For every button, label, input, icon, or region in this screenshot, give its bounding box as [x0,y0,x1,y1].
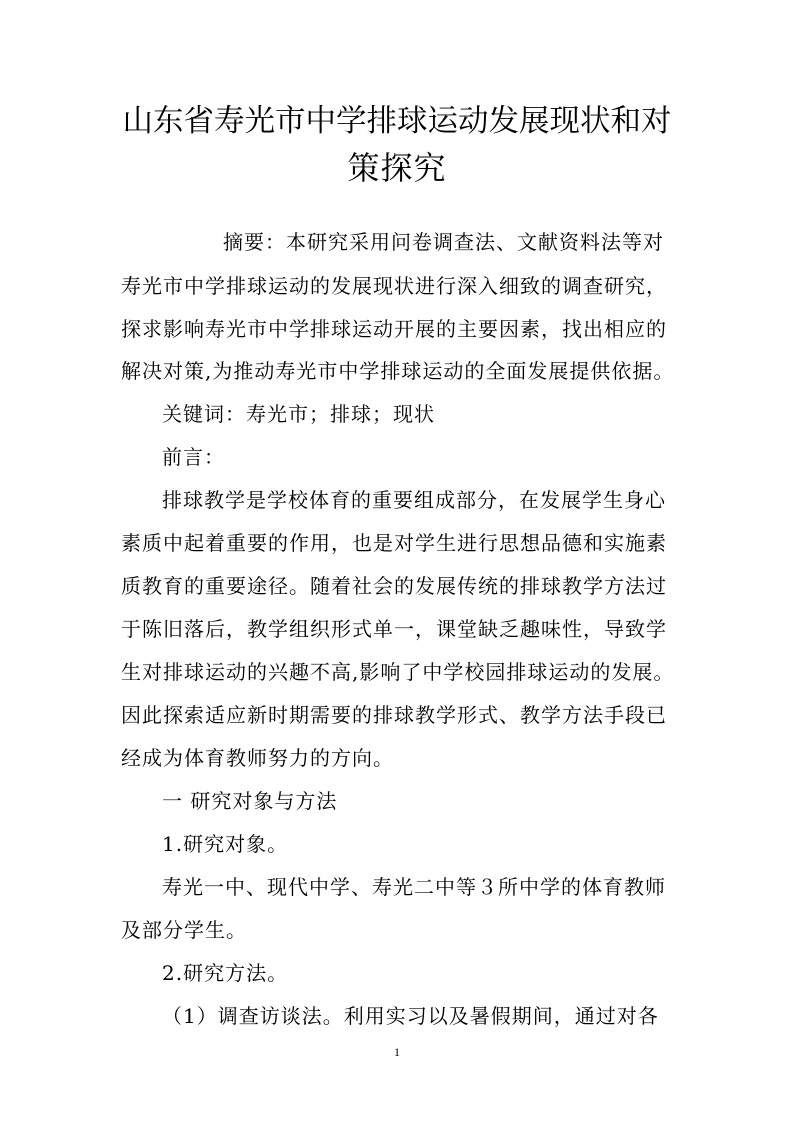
abstract-line-4: 解决对策,为推动寿光市中学排球运动的全面发展提供依据。 [121,359,675,383]
preface-line-7: 经成为体育教师努力的方向。 [121,746,394,770]
abstract-line-1: 摘要：本研究采用问卷调查法、文献资料法等对 [223,230,664,254]
page-number: 1 [394,1045,400,1059]
abstract-line-2: 寿光市中学排球运动的发展现状进行深入细致的调查研究， [121,274,667,298]
keywords: 关键词：寿光市；排球；现状 [162,402,435,426]
subsection-1-line-1: 寿光一中、现代中学、寿光二中等３所中学的体育教师 [162,875,666,899]
preface-line-4: 于陈旧落后，教学组织形式单一，课堂缺乏趣味性，导致学 [121,617,667,641]
preface-line-3: 质教育的重要途径。随着社会的发展传统的排球教学方法过 [121,574,667,598]
preface-line-6: 因此探索适应新时期需要的排球教学形式、教学方法手段已 [121,703,667,727]
preface-label: 前言： [162,445,225,469]
document-title-line-2: 策探究 [347,149,447,187]
preface-line-5: 生对排球运动的兴趣不高,影响了中学校园排球运动的发展。 [121,660,675,684]
subsection-1-heading: 1.研究对象。 [162,832,289,856]
preface-line-1: 排球教学是学校体育的重要组成部分，在发展学生身心 [162,488,666,512]
method-1-line: （1）调查访谈法。利用实习以及暑假期间，通过对各 [162,1004,659,1028]
subsection-1-line-2: 及部分学生。 [121,918,247,942]
subsection-2-heading: 2.研究方法。 [162,961,289,985]
preface-line-2: 素质中起着重要的作用，也是对学生进行思想品德和实施素 [121,531,667,555]
abstract-line-3: 探求影响寿光市中学排球运动开展的主要因素，找出相应的 [121,317,667,341]
section-heading: 一 研究对象与方法 [162,789,338,813]
document-title-line-1: 山东省寿光市中学排球运动发展现状和对 [122,104,672,139]
